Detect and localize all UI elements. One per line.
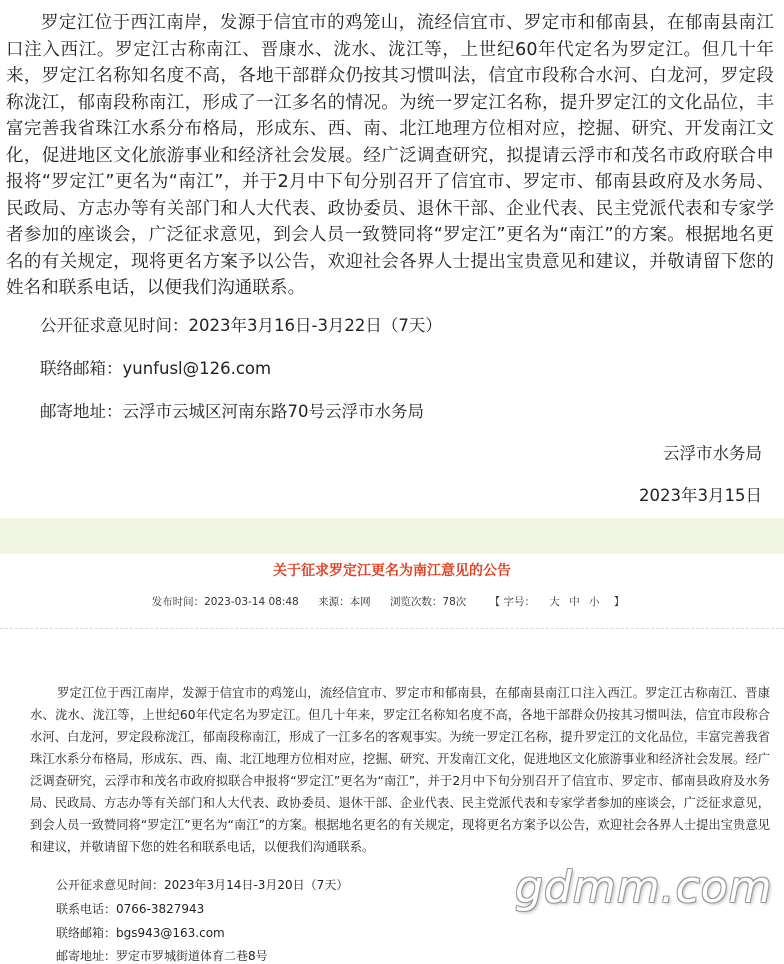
article-contact-email: 联络邮箱：bgs943@163.com xyxy=(56,926,225,940)
article-mailing-address: 邮寄地址：罗定市罗城街道体育二巷8号 xyxy=(56,949,268,963)
view-count: 浏览次数：78次 xyxy=(389,596,467,608)
site-watermark: gdmm.com xyxy=(515,862,773,913)
article-contact-phone: 联系电话：0766-3827943 xyxy=(56,902,205,916)
font-size-controls xyxy=(482,596,633,608)
top-notice-body: 罗定江位于西江南岸，发源于信宜市的鸡笼山，流经信宜市、罗定市和郁南县，在郁南县南江口注入西江。罗定江古称南江、晋康水、泷水、泷江等，上世纪60年代定名为罗定江。但几十年来，罗定江名称知名度不高，各地干部群众仍按其习惯叫法，信宜市段称合水河、白龙河，罗定段称泷江，郁南段称南江，形成了一江多名的情况。为统一罗定江名称，提升罗定江的文化品位，丰富完善我省珠江水系分布格局，形成东、西、南、北江地理方位相对应，挖掘、研究、开发南江文化，促进地区文化旅游事业和经济社会发展。经广泛调查研究，拟提请云浮市和茂名市政府联合申报将“罗定江”更名为“南江”，并于2月中下旬分别召开了信宜市、罗定市、郁南县政府及水务局、民政局、方志办等有关部门和人大代表、政协委员、退休干部、企业代表、民主党派代表和专家学者参加的座谈会，广泛征求意见，到会人员一致赞同将“罗定江”更名为“南江”的方案。根据地名更名的有关规定，现将更名方案予以公告，欢迎社会各界人士提出宝贵意见和建议，并敬请留下您的姓名和联系电话，以便我们沟通联系。 xyxy=(6,13,774,298)
article-source: 来源：本网 xyxy=(318,596,371,608)
top-issue-date: 2023年3月15日 xyxy=(639,486,762,505)
section-divider-band xyxy=(0,518,784,554)
font-size-label: 【 字号： xyxy=(489,596,535,608)
meta-divider xyxy=(0,628,784,629)
article-consultation-period: 公开征求意见时间：2023年3月14日-3月20日（7天） xyxy=(56,878,349,892)
article-body: 罗定江位于西江南岸，发源于信宜市的鸡笼山，流经信宜市、罗定市和郁南县，在郁南县南江口注入西江。罗定江古称南江、晋康水、泷水、泷江等，上世纪60年代定名为罗定江。但几十年来，罗定江名称知名度不高，各地干部群众仍按其习惯叫法，信宜市段称合水河、白龙河，罗定段称泷江，郁南段称南江，形成了一江多名的客观事实。为统一罗定江名称，提升罗定江的文化品位，丰富完善我省珠江水系分布格局，形成东、西、南、北江地理方位相对应，挖掘、研究、开发南江文化，促进地区文化旅游事业和经济社会发展。经广泛调查研究，云浮市和茂名市政府拟联合申报将“罗定江”更名为“南江”，并于2月中下旬分别召开了信宜市、罗定市、郁南县政府及水务局、民政局、方志办等有关部门和人大代表、政协委员、退休干部、企业代表、民主党派代表和专家学者参加的座谈会，广泛征求意见，到会人员一致赞同将“罗定江”更名为“南江”的方案。根据地名更名的有关规定，现将更名方案予以公告，欢迎社会各界人士提出宝贵意见和建议，并敬请留下您的姓名和联系电话，以便我们沟通联系。 xyxy=(30,686,770,854)
top-consultation-period: 公开征求意见时间：2023年3月16日-3月22日（7天） xyxy=(40,316,442,335)
font-size-medium-button[interactable]: 中 xyxy=(569,596,580,608)
top-mailing-address: 邮寄地址：云浮市云城区河南东路70号云浮市水务局 xyxy=(40,402,424,421)
bottom-notice-panel xyxy=(0,554,784,963)
article-meta xyxy=(0,594,784,609)
publish-time: 发布时间：2023-03-14 08:48 xyxy=(151,596,299,608)
font-size-large-button[interactable]: 大 xyxy=(549,596,560,608)
article-title: 关于征求罗定江更名为南江意见的公告 xyxy=(273,563,511,579)
top-contact-email: 联络邮箱：yunfusl@126.com xyxy=(40,359,272,378)
font-size-close-bracket: 】 xyxy=(613,596,625,608)
font-size-small-button[interactable]: 小 xyxy=(589,596,600,608)
top-issuer: 云浮市水务局 xyxy=(663,444,762,463)
